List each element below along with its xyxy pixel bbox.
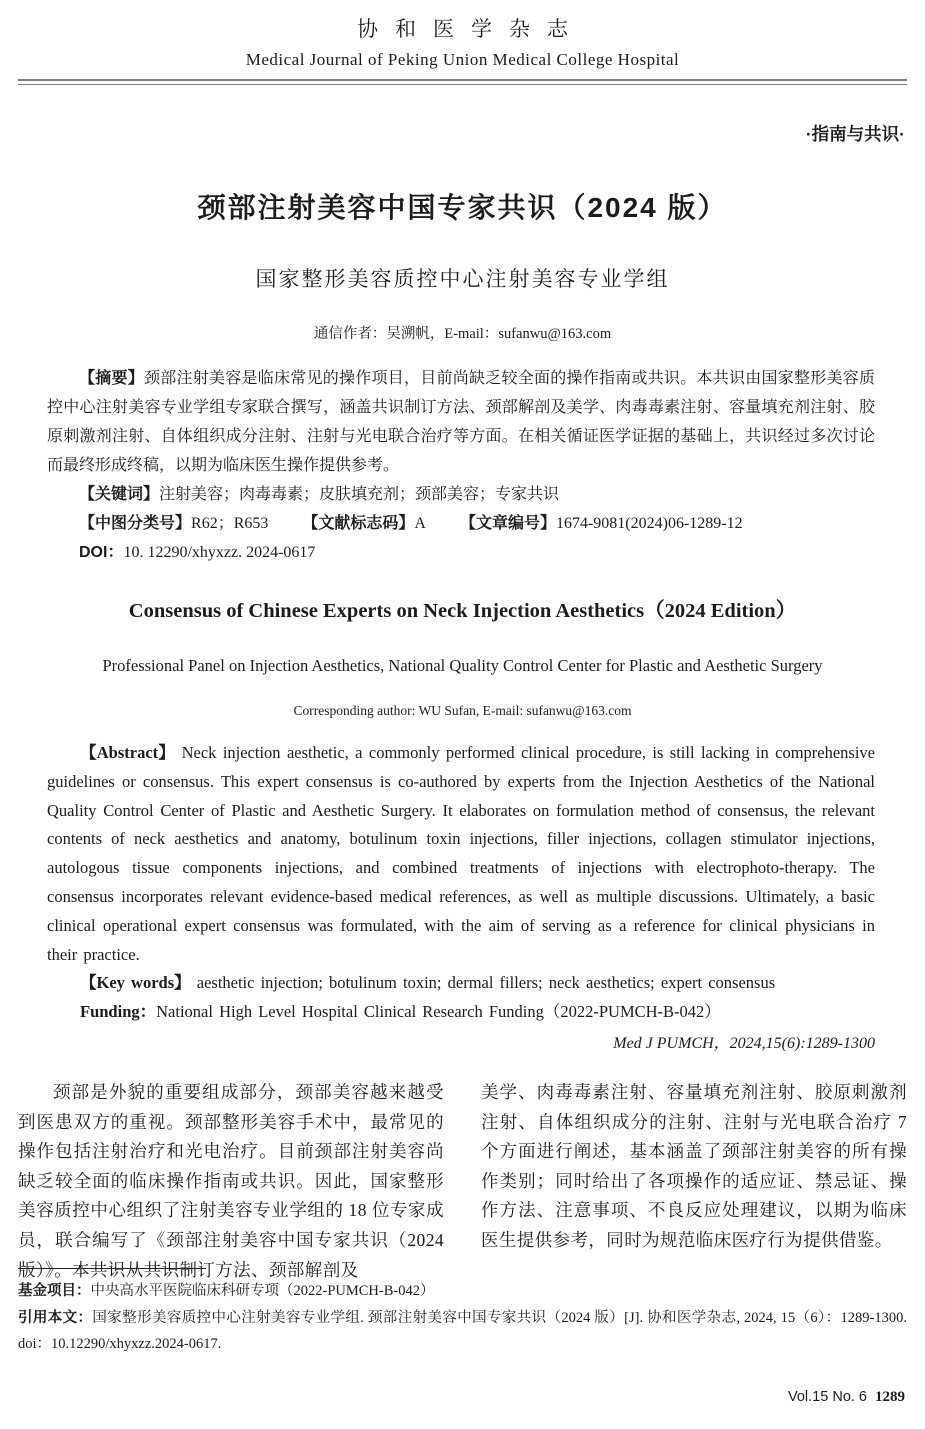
keywords-line-cn [47, 480, 875, 509]
keywords-text-cn: 注射美容；肉毒毒素；皮肤填充剂；颈部美容；专家共识 [159, 486, 560, 503]
header-divider [18, 79, 907, 85]
english-meta-block [47, 739, 875, 1027]
affiliation-en: Professional Panel on Injection Aesthetics, National Quality Control Center for Plastic and Aesthetic Surgery [102, 656, 823, 675]
keywords-label-cn: 【关键词】 [79, 486, 160, 503]
abstract-label-cn: 【摘要】 [79, 370, 144, 387]
article-no-value: 1674-9081(2024)06-1289-12 [555, 515, 743, 532]
clc-value: R62；R653 [191, 515, 269, 532]
footnote-funding [18, 1278, 907, 1305]
article-no-label: 【文章编号】 [459, 515, 556, 532]
section-badge: ·指南与共识· [805, 124, 905, 144]
footnote-funding-label: 基金项目： [18, 1283, 91, 1299]
clc-line [47, 509, 875, 538]
volume-info: Vol.15 No. 6 [788, 1389, 867, 1405]
doi-value: 10. 12290/xhyxzz. 2024-0617 [123, 544, 316, 561]
keywords-label-en: 【Key words】 [80, 973, 191, 993]
footnote-citation [18, 1305, 907, 1358]
body-paragraph-right: 美学、肉毒毒素注射、容量填充剂注射、胶原刺激剂注射、自体组织成分的注射、注射与光电联合治疗 7 个方面进行阐述，基本涵盖了颈部注射美容的所有操作类别；同时给出了各项操作的适应证、禁忌证、操作方法、注意事项、不良反应处理建议，以期为临床医生提供参考，同时为规范临床医疗行为提供借鉴。 [481, 1081, 907, 1250]
abstract-en [47, 739, 875, 969]
body-column-left [18, 1078, 444, 1285]
doc-code-label: 【文献标志码】 [302, 515, 415, 532]
doi-line [47, 538, 875, 567]
keywords-line-en [47, 969, 875, 998]
body-paragraph-left: 颈部是外貌的重要组成部分，颈部美容越来越受到医患双方的重视。颈部整形美容手术中，最常见的操作包括注射治疗和光电治疗。目前颈部注射美容尚缺乏较全面的临床操作指南或共识。因此，国家整形美容质控中心组织了注射美容专业学组的 18 位专家成员，联合编写了《颈部注射美容中国专家共识（2024 版）》。本共识从共识制订方法、颈部解剖及 [18, 1081, 444, 1280]
body-column-right [481, 1078, 907, 1285]
corresponding-author-en: Corresponding author: WU Sufan, E-mail: sufanwu@163.com [293, 703, 632, 718]
footnote-funding-text: 中央高水平医院临床科研专项（2022-PUMCH-B-042） [90, 1283, 435, 1299]
journal-title-cn: 协和医学杂志 [357, 17, 585, 41]
footnote-citation-text: 国家整形美容质控中心注射美容专业学组. 颈部注射美容中国专家共识（2024 版）[J]. 协和医学杂志, 2024, 15（6）：1289-1300. doi：10.12290/xhyxzz.2024-0617. [18, 1309, 908, 1352]
footnote-citation-label: 引用本文： [18, 1309, 93, 1326]
page-number: 1289 [875, 1389, 905, 1405]
corresponding-author-cn: 通信作者：吴溯帆，E-mail：sufanwu@163.com [313, 326, 612, 342]
citation-journal-name: Med J PUMCH [613, 1034, 714, 1052]
doc-code-value: A [414, 515, 426, 532]
journal-title-en: Medical Journal of Peking Union Medical College Hospital [245, 50, 680, 69]
footnote-block [18, 1268, 907, 1358]
clc-label: 【中图分类号】 [79, 515, 192, 532]
funding-text-en: National High Level Hospital Clinical Research Funding（2022-PUMCH-B-042） [156, 1002, 721, 1022]
author-group-cn: 国家整形美容质控中心注射美容专业学组 [255, 267, 670, 291]
doi-label: DOI： [79, 544, 124, 561]
article-title-cn: 颈部注射美容中国专家共识（2024 版） [197, 192, 728, 223]
chinese-meta-block [47, 364, 875, 567]
abstract-cn [47, 364, 875, 480]
funding-label-en: Funding： [80, 1002, 157, 1022]
abstract-label-en: 【Abstract】 [80, 743, 176, 762]
abstract-text-en: Neck injection aesthetic, a commonly performed clinical procedure, is still lacking in comprehensive guidelines or consensus. This expert consensus is co-authored by experts from the Injection Aesthetics of the National Quality Control Center of Plastic and Aesthetic Surgery. It elaborates on formulation method of consensus, the relevant contents of neck aesthetics and anatomy, botulinum toxin injections, filler injections, collagen stimulator injections, autologous tissue components injections, and combined treatments of injections with electrophoto-therapy. The consensus incorporates relevant evidence-based medical references, as well as multiple discussions. Ultimately, a basic clinical operational expert consensus was formulated, with the aim of serving as a reference for clinical physicians in their practice. [47, 743, 876, 964]
journal-citation-en [0, 1030, 875, 1053]
article-title-en: Consensus of Chinese Experts on Neck Injection Aesthetics（2024 Edition） [128, 600, 797, 622]
body-columns [18, 1078, 907, 1285]
abstract-text-cn: 颈部注射美容是临床常见的操作项目，目前尚缺乏较全面的操作指南或共识。本共识由国家整形美容质控中心注射美容专业学组专家联合撰写，涵盖共识制订方法、颈部解剖及美学、肉毒毒素注射、容量填充剂注射、胶原刺激剂注射、自体组织成分注射、注射与光电联合治疗等方面。在相关循证医学证据的基础上，共识经过多次讨论而最终形成终稿，以期为临床医生操作提供参考。 [47, 370, 875, 474]
page-footer [788, 1389, 905, 1406]
footnote-divider [18, 1268, 206, 1269]
citation-journal-rest: ，2024,15(6):1289-1300 [713, 1034, 875, 1052]
keywords-text-en: aesthetic injection; botulinum toxin; dermal fillers; neck aesthetics; expert consensus [196, 973, 776, 993]
funding-line-en [47, 998, 875, 1027]
